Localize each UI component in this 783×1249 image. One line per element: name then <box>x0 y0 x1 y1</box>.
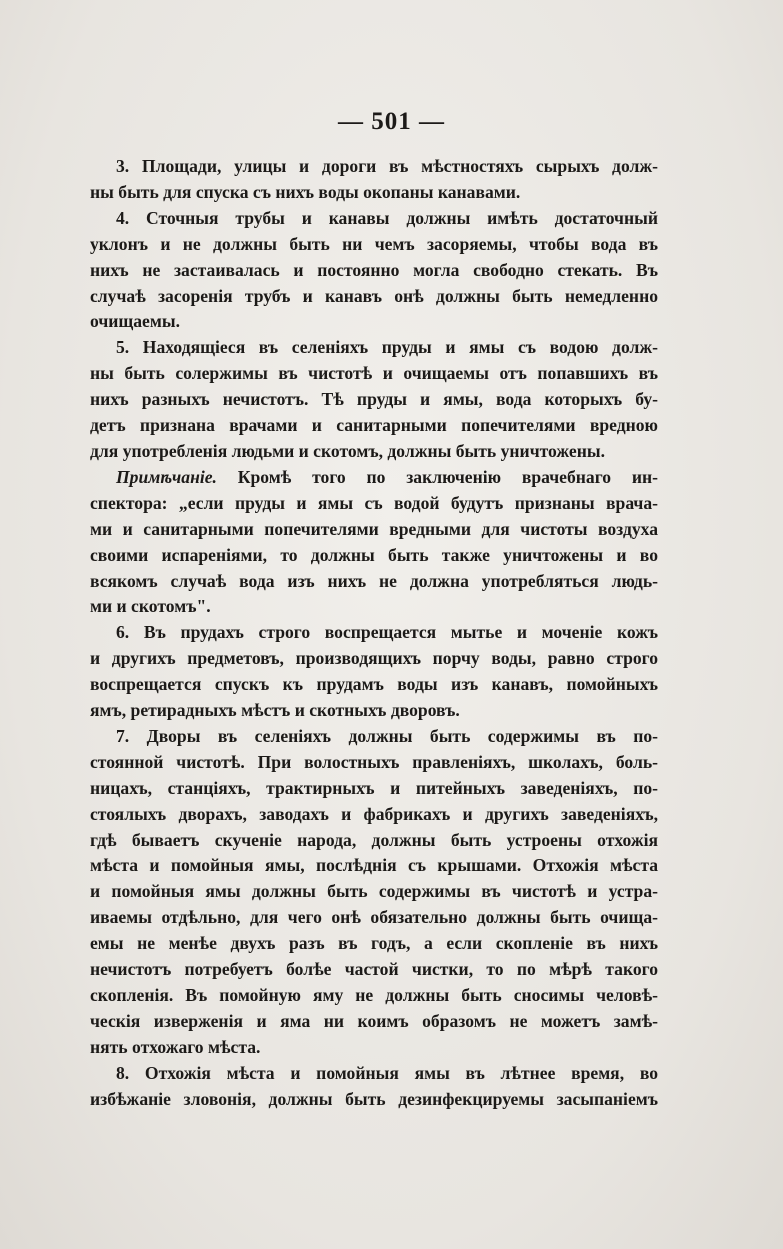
note-label: Примѣчаніе. <box>116 466 217 487</box>
note-paragraph <box>90 465 658 620</box>
text-line: 5. Находящіеся въ селеніяхъ пруды и ямы съ водою долж- <box>116 337 658 358</box>
text-line: ми и санитарными попечителями вредными для чистоты воздуха <box>90 518 658 539</box>
text-line: ческія изверженія и яма ни коимъ образомъ не можетъ замѣ- <box>90 1010 658 1031</box>
text-line: нечистотъ потребуетъ болѣе частой чистки, то по мѣрѣ такого <box>90 959 658 980</box>
page-number-header: — 501 — <box>338 108 445 135</box>
paragraph-6 <box>90 620 658 724</box>
text-line: уклонъ и не должны быть ни чемъ засоряемы, чтобы вода въ <box>90 233 658 254</box>
text-line: воспрещается спускъ къ прудамъ воды изъ канавъ, помойныхъ <box>90 674 658 695</box>
text-line: случаѣ засоренія трубъ и канавъ онѣ должны быть немедленно <box>90 285 658 306</box>
note-text: Кромѣ того по заключенію врачебнаго ин- <box>216 466 658 487</box>
text-line: ми и скотомъ". <box>90 596 211 617</box>
body-text <box>90 154 658 1113</box>
text-line: стоянной чистотѣ. При волостныхъ правленіяхъ, школахъ, боль- <box>90 751 658 772</box>
text-line: ямъ, ретирадныхъ мѣстъ и скотныхъ дворовъ. <box>90 700 460 721</box>
paragraph-8 <box>90 1061 658 1113</box>
paragraph-5 <box>90 335 658 465</box>
text-line: ны быть для спуска съ нихъ воды окопаны канавами. <box>90 181 521 202</box>
paragraph-4 <box>90 206 658 336</box>
paragraph-7 <box>90 724 658 1061</box>
text-line: стоялыхъ дворахъ, заводахъ и фабрикахъ и другихъ заведеніяхъ, <box>90 803 658 824</box>
text-line: нять отхожаго мѣста. <box>90 1036 261 1057</box>
text-line: и помойныя ямы должны быть содержимы въ чистотѣ и устра- <box>90 881 658 902</box>
text-line: иваемы отдѣльно, для чего онѣ обязательно должны быть очища- <box>90 907 658 928</box>
paragraph-3 <box>90 154 658 206</box>
text-line: 8. Отхожія мѣста и помойныя ямы въ лѣтнее время, во <box>116 1062 658 1083</box>
text-line: избѣжаніе зловонія, должны быть дезинфекцируемы засыпаніемъ <box>90 1088 658 1109</box>
text-line <box>90 465 658 491</box>
text-line: гдѣ бываетъ скученіе народа, должны быть устроены отхожія <box>90 829 658 850</box>
text-line: нихъ разныхъ нечистотъ. Тѣ пруды и ямы, вода которыхъ бу- <box>90 389 658 410</box>
text-line: всякомъ случаѣ вода изъ нихъ не должна употребляться людь- <box>90 570 658 591</box>
text-line: для употребленія людьми и скотомъ, должны быть уничтожены. <box>90 440 605 461</box>
text-line: ницахъ, станціяхъ, трактирныхъ и питейныхъ заведеніяхъ, по- <box>90 777 658 798</box>
text-line: спектора: „если пруды и ямы съ водой будутъ признаны врача- <box>90 492 658 513</box>
text-line: 6. Въ прудахъ строго воспрещается мытье и моченіе кожъ <box>116 622 658 643</box>
text-line: скопленія. Въ помойную яму не должны быть сносимы человѣ- <box>90 985 658 1005</box>
text-line: очищаемы. <box>90 311 180 332</box>
text-line: и другихъ предметовъ, производящихъ порчу воды, равно строго <box>90 648 658 669</box>
text-line: мѣста и помойныя ямы, послѣднія съ крышами. Отхожія мѣста <box>90 855 658 876</box>
text-line: емы не менѣе двухъ разъ въ годъ, а если скопленіе въ нихъ <box>90 933 658 954</box>
text-line: своими испареніями, то должны быть также уничтожены и во <box>90 544 658 565</box>
text-line: нихъ не застаивалась и постоянно могла свободно стекать. Въ <box>90 259 658 280</box>
text-line: ны быть солержимы въ чистотѣ и очищаемы отъ попавшихъ въ <box>90 363 658 384</box>
text-line: 3. Площади, улицы и дороги въ мѣстностяхъ сырыхъ долж- <box>116 156 658 176</box>
text-line: детъ признана врачами и санитарными попечителями вредною <box>90 415 658 436</box>
text-line: 7. Дворы въ селеніяхъ должны быть содержимы въ по- <box>116 725 658 746</box>
text-line: 4. Сточныя трубы и канавы должны имѣть достаточный <box>116 207 658 228</box>
